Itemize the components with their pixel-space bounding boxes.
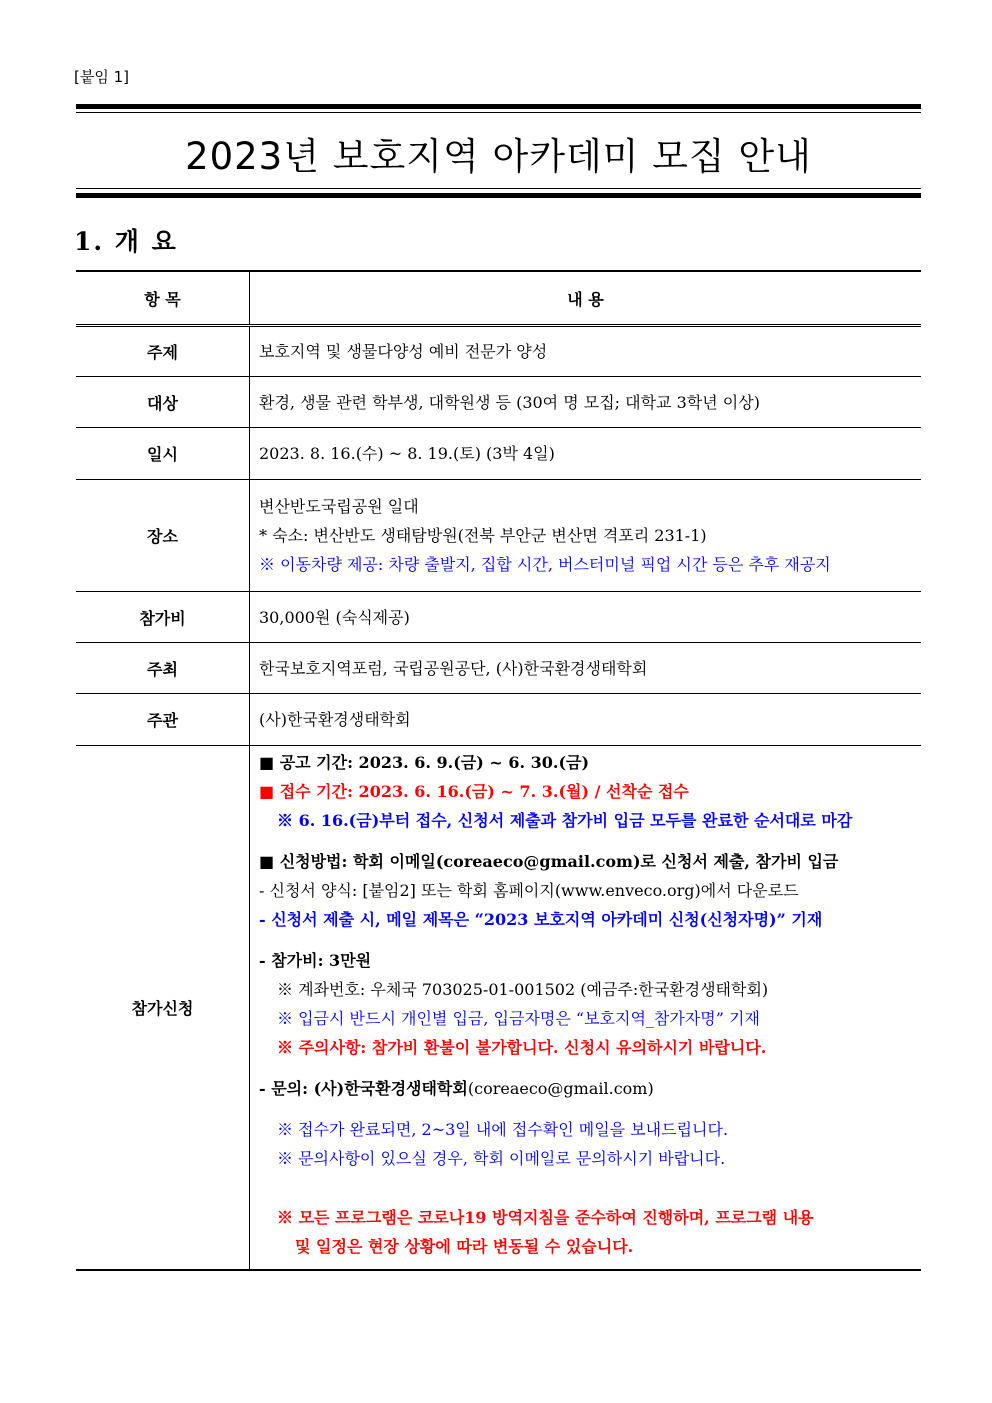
receipt-note: ※ 6. 16.(금)부터 접수, 신청서 제출과 참가비 입금 모두를 완료한 순서대로 마감 — [277, 811, 853, 830]
header-val: 내 용 — [250, 271, 922, 326]
table-row — [76, 326, 921, 377]
confirm-note: ※ 접수가 완료되면, 2~3일 내에 접수확인 메일을 보내드립니다. — [277, 1120, 729, 1139]
row-value: (사)한국환경생태학회 — [259, 710, 411, 729]
table-row — [76, 377, 921, 428]
row-key: 주관 — [76, 694, 250, 746]
header-key: 항 목 — [76, 271, 250, 326]
row-value: 한국보호지역포럼, 국립공원공단, (사)한국환경생태학회 — [259, 658, 648, 678]
table-row — [76, 643, 921, 694]
row-value: * 숙소: 변산반도 생태탐방원(전북 부안군 변산면 격포리 231-1) — [259, 526, 707, 545]
receipt-period: ■ 접수 기간: 2023. 6. 16.(금) ~ 7. 3.(월) / 선착순 접수 — [259, 782, 689, 801]
table-header-row — [76, 271, 921, 326]
title-rule-bottom — [76, 193, 921, 198]
row-value: 보호지역 및 생물다양성 예비 전문가 양성 — [259, 342, 548, 361]
row-key: 주제 — [76, 326, 250, 377]
title-rule-top-thin — [76, 112, 921, 113]
contact-label: - 문의: (사)한국환경생태학회 — [259, 1079, 468, 1098]
row-key: 참가비 — [76, 592, 250, 643]
mail-title-info: - 신청서 제출 시, 메일 제목은 “2023 보호지역 아카데미 신청(신청자명)” 기재 — [259, 910, 823, 929]
title-rule-bottom-thin — [76, 188, 921, 189]
fee-info: - 참가비: 3만원 — [259, 951, 372, 970]
table-row — [76, 480, 921, 592]
notice-period: ■ 공고 기간: 2023. 6. 9.(금) ~ 6. 30.(금) — [259, 753, 590, 772]
row-value-note: ※ 이동차량 제공: 차량 출발지, 집합 시간, 버스터미널 픽업 시간 등은 추후 재공지 — [259, 555, 831, 574]
row-key: 참가신청 — [76, 746, 250, 1270]
apply-method: ■ 신청방법: 학회 이메일(coreaeco@gmail.com)로 신청서 제출, 참가비 입금 — [259, 852, 839, 871]
inquiry-note: ※ 문의사항이 있으실 경우, 학회 이메일로 문의하시기 바랍니다. — [277, 1149, 726, 1168]
row-value: 2023. 8. 16.(수) ~ 8. 19.(토) (3박 4일) — [259, 444, 555, 463]
account-info: ※ 계좌번호: 우체국 703025-01-001502 (예금주:한국환경생태학회) — [277, 980, 769, 999]
contact-email: (coreaeco@gmail.com) — [467, 1079, 654, 1098]
table-row — [76, 694, 921, 746]
table-row — [76, 428, 921, 480]
row-key: 장소 — [76, 480, 250, 592]
row-value: 환경, 생물 관련 학부생, 대학원생 등 (30여 명 모집; 대학교 3학년 이상) — [259, 392, 760, 412]
table-row — [76, 592, 921, 643]
covid-note-2: 및 일정은 현장 상황에 따라 변동될 수 있습니다. — [295, 1237, 634, 1256]
table-row-apply — [76, 746, 921, 1270]
row-key: 대상 — [76, 377, 250, 428]
page-title: 2023년 보호지역 아카데미 모집 안내 — [185, 135, 812, 178]
form-info: - 신청서 양식: [붙임2] 또는 학회 홈페이지(www.enveco.org)에서 다운로드 — [259, 881, 799, 900]
title-rule-top — [76, 104, 921, 109]
row-value: 변산반도국립공원 일대 — [259, 497, 419, 516]
caution-note: ※ 주의사항: 참가비 환불이 불가합니다. 신청시 유의하시기 바랍니다. — [277, 1038, 767, 1057]
row-key: 일시 — [76, 428, 250, 480]
covid-note-1: ※ 모든 프로그램은 코로나19 방역지침을 준수하여 진행하며, 프로그램 내용 — [277, 1208, 814, 1227]
overview-table — [76, 270, 921, 1271]
row-value: 30,000원 (숙식제공) — [259, 607, 410, 627]
section-heading: 1. 개 요 — [74, 227, 178, 256]
deposit-note: ※ 입금시 반드시 개인별 입금, 입금자명은 “보호지역_참가자명” 기재 — [277, 1009, 760, 1028]
attachment-label: [붙임 1] — [74, 68, 129, 86]
row-key: 주최 — [76, 643, 250, 694]
